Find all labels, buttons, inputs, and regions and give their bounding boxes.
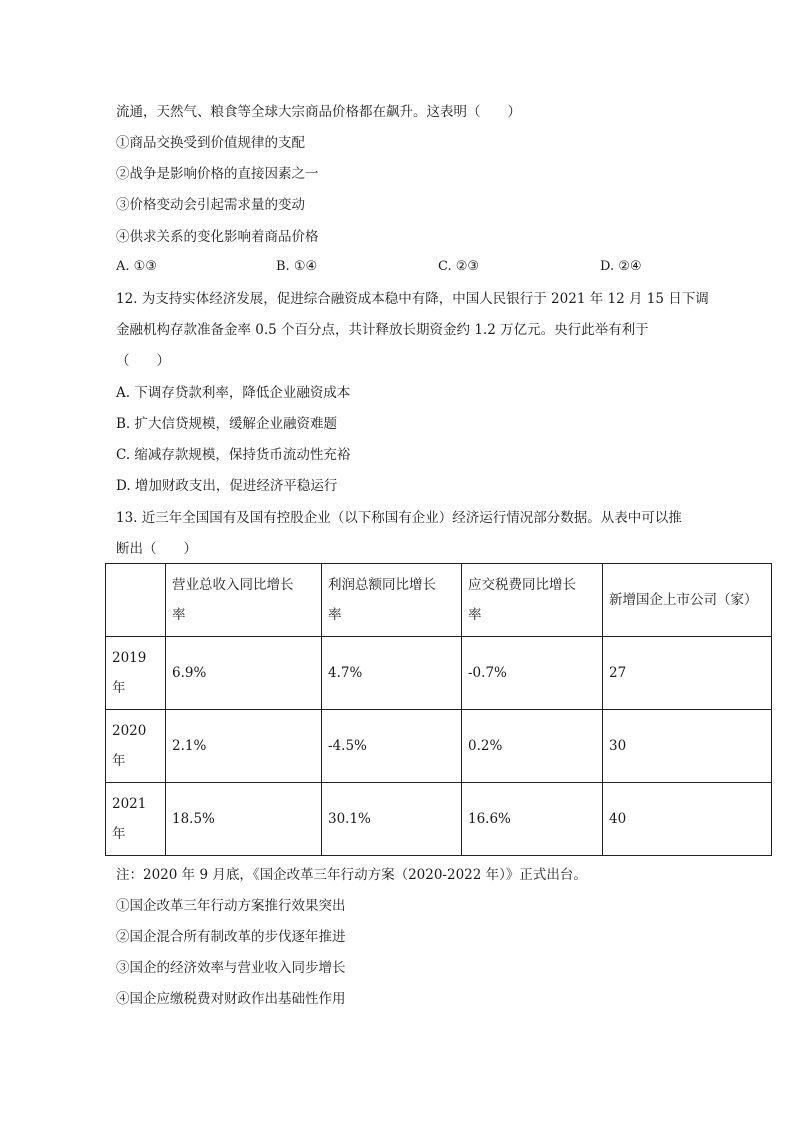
q13-item-4: ④国企应缴税费对财政作出基础性作用 (116, 991, 346, 1007)
table-cell: 4.7% (322, 637, 462, 710)
table-year-cell: 2021 年 (106, 783, 166, 856)
table-header-cell: 新增国企上市公司（家） (603, 564, 772, 637)
table-cell: 6.9% (166, 637, 322, 710)
q13-item-2: ②国企混合所有制改革的步伐逐年推进 (116, 929, 346, 945)
table-header-corner (106, 564, 166, 637)
table-cell: -0.7% (462, 637, 603, 710)
table-cell: 27 (603, 637, 772, 710)
q13-stem-line-1: 13. 近三年全国国有及国有控股企业（以下称国有企业）经济运行情况部分数据。从表中可以推 (116, 510, 682, 526)
table-cell: 18.5% (166, 783, 322, 856)
q11-options (116, 259, 716, 277)
table-header-cell: 应交税费同比增长 率 (462, 564, 603, 637)
q11-option-c[interactable]: C. ②③ (438, 259, 480, 274)
q11-option-a[interactable]: A. ①③ (116, 259, 157, 274)
q12-option-c[interactable]: C. 缩减存款规模，保持货币流动性充裕 (116, 447, 351, 463)
q11-item-4: ④供求关系的变化影响着商品价格 (116, 229, 319, 245)
table-cell: 0.2% (462, 710, 603, 783)
q12-stem-line-2: 金融机构存款准备金率 0.5 个百分点，共计释放长期资金约 1.2 万亿元。央行此举有利于 (116, 322, 649, 338)
q12-stem-line-1: 12. 为支持实体经济发展，促进综合融资成本稳中有降，中国人民银行于 2021 年 12 月 15 日下调 (116, 291, 709, 307)
q13-note: 注：2020 年 9 月底，《国企改革三年行动方案（2020-2022 年）》正式出台。 (116, 867, 587, 883)
table-cell: 30 (603, 710, 772, 783)
q11-item-2: ②战争是影响价格的直接因素之一 (116, 166, 319, 182)
table-cell: 2.1% (166, 710, 322, 783)
q13-item-1: ①国企改革三年行动方案推行效果突出 (116, 898, 346, 914)
q11-option-d[interactable]: D. ②④ (600, 259, 642, 274)
table-cell: -4.5% (322, 710, 462, 783)
table-cell: 30.1% (322, 783, 462, 856)
table-header-cell: 营业总收入同比增长 率 (166, 564, 322, 637)
table-header-row (106, 564, 772, 637)
q12-option-b[interactable]: B. 扩大信贷规模，缓解企业融资难题 (116, 416, 338, 432)
q11-item-1: ①商品交换受到价值规律的支配 (116, 135, 305, 151)
table-cell: 40 (603, 783, 772, 856)
q11-option-b[interactable]: B. ①④ (276, 259, 318, 274)
q12-option-a[interactable]: A. 下调存贷款利率，降低企业融资成本 (116, 385, 351, 401)
table-row (106, 710, 772, 783)
q12-option-d[interactable]: D. 增加财政支出，促进经济平稳运行 (116, 478, 338, 494)
q12-stem-line-3: （ ） (116, 353, 170, 369)
q11-stem-tail: 流通，天然气、粮食等全球大宗商品价格都在飙升。这表明（ ） (116, 104, 521, 120)
table-year-cell: 2020 年 (106, 710, 166, 783)
table-row (106, 783, 772, 856)
q11-item-3: ③价格变动会引起需求量的变动 (116, 197, 305, 213)
table-year-cell: 2019 年 (106, 637, 166, 710)
table-row (106, 637, 772, 710)
table-cell: 16.6% (462, 783, 603, 856)
q13-data-table (105, 563, 772, 856)
q13-item-3: ③国企的经济效率与营业收入同步增长 (116, 960, 346, 976)
q13-stem-line-2: 断出（ ） (116, 541, 197, 557)
table-header-cell: 利润总额同比增长 率 (322, 564, 462, 637)
